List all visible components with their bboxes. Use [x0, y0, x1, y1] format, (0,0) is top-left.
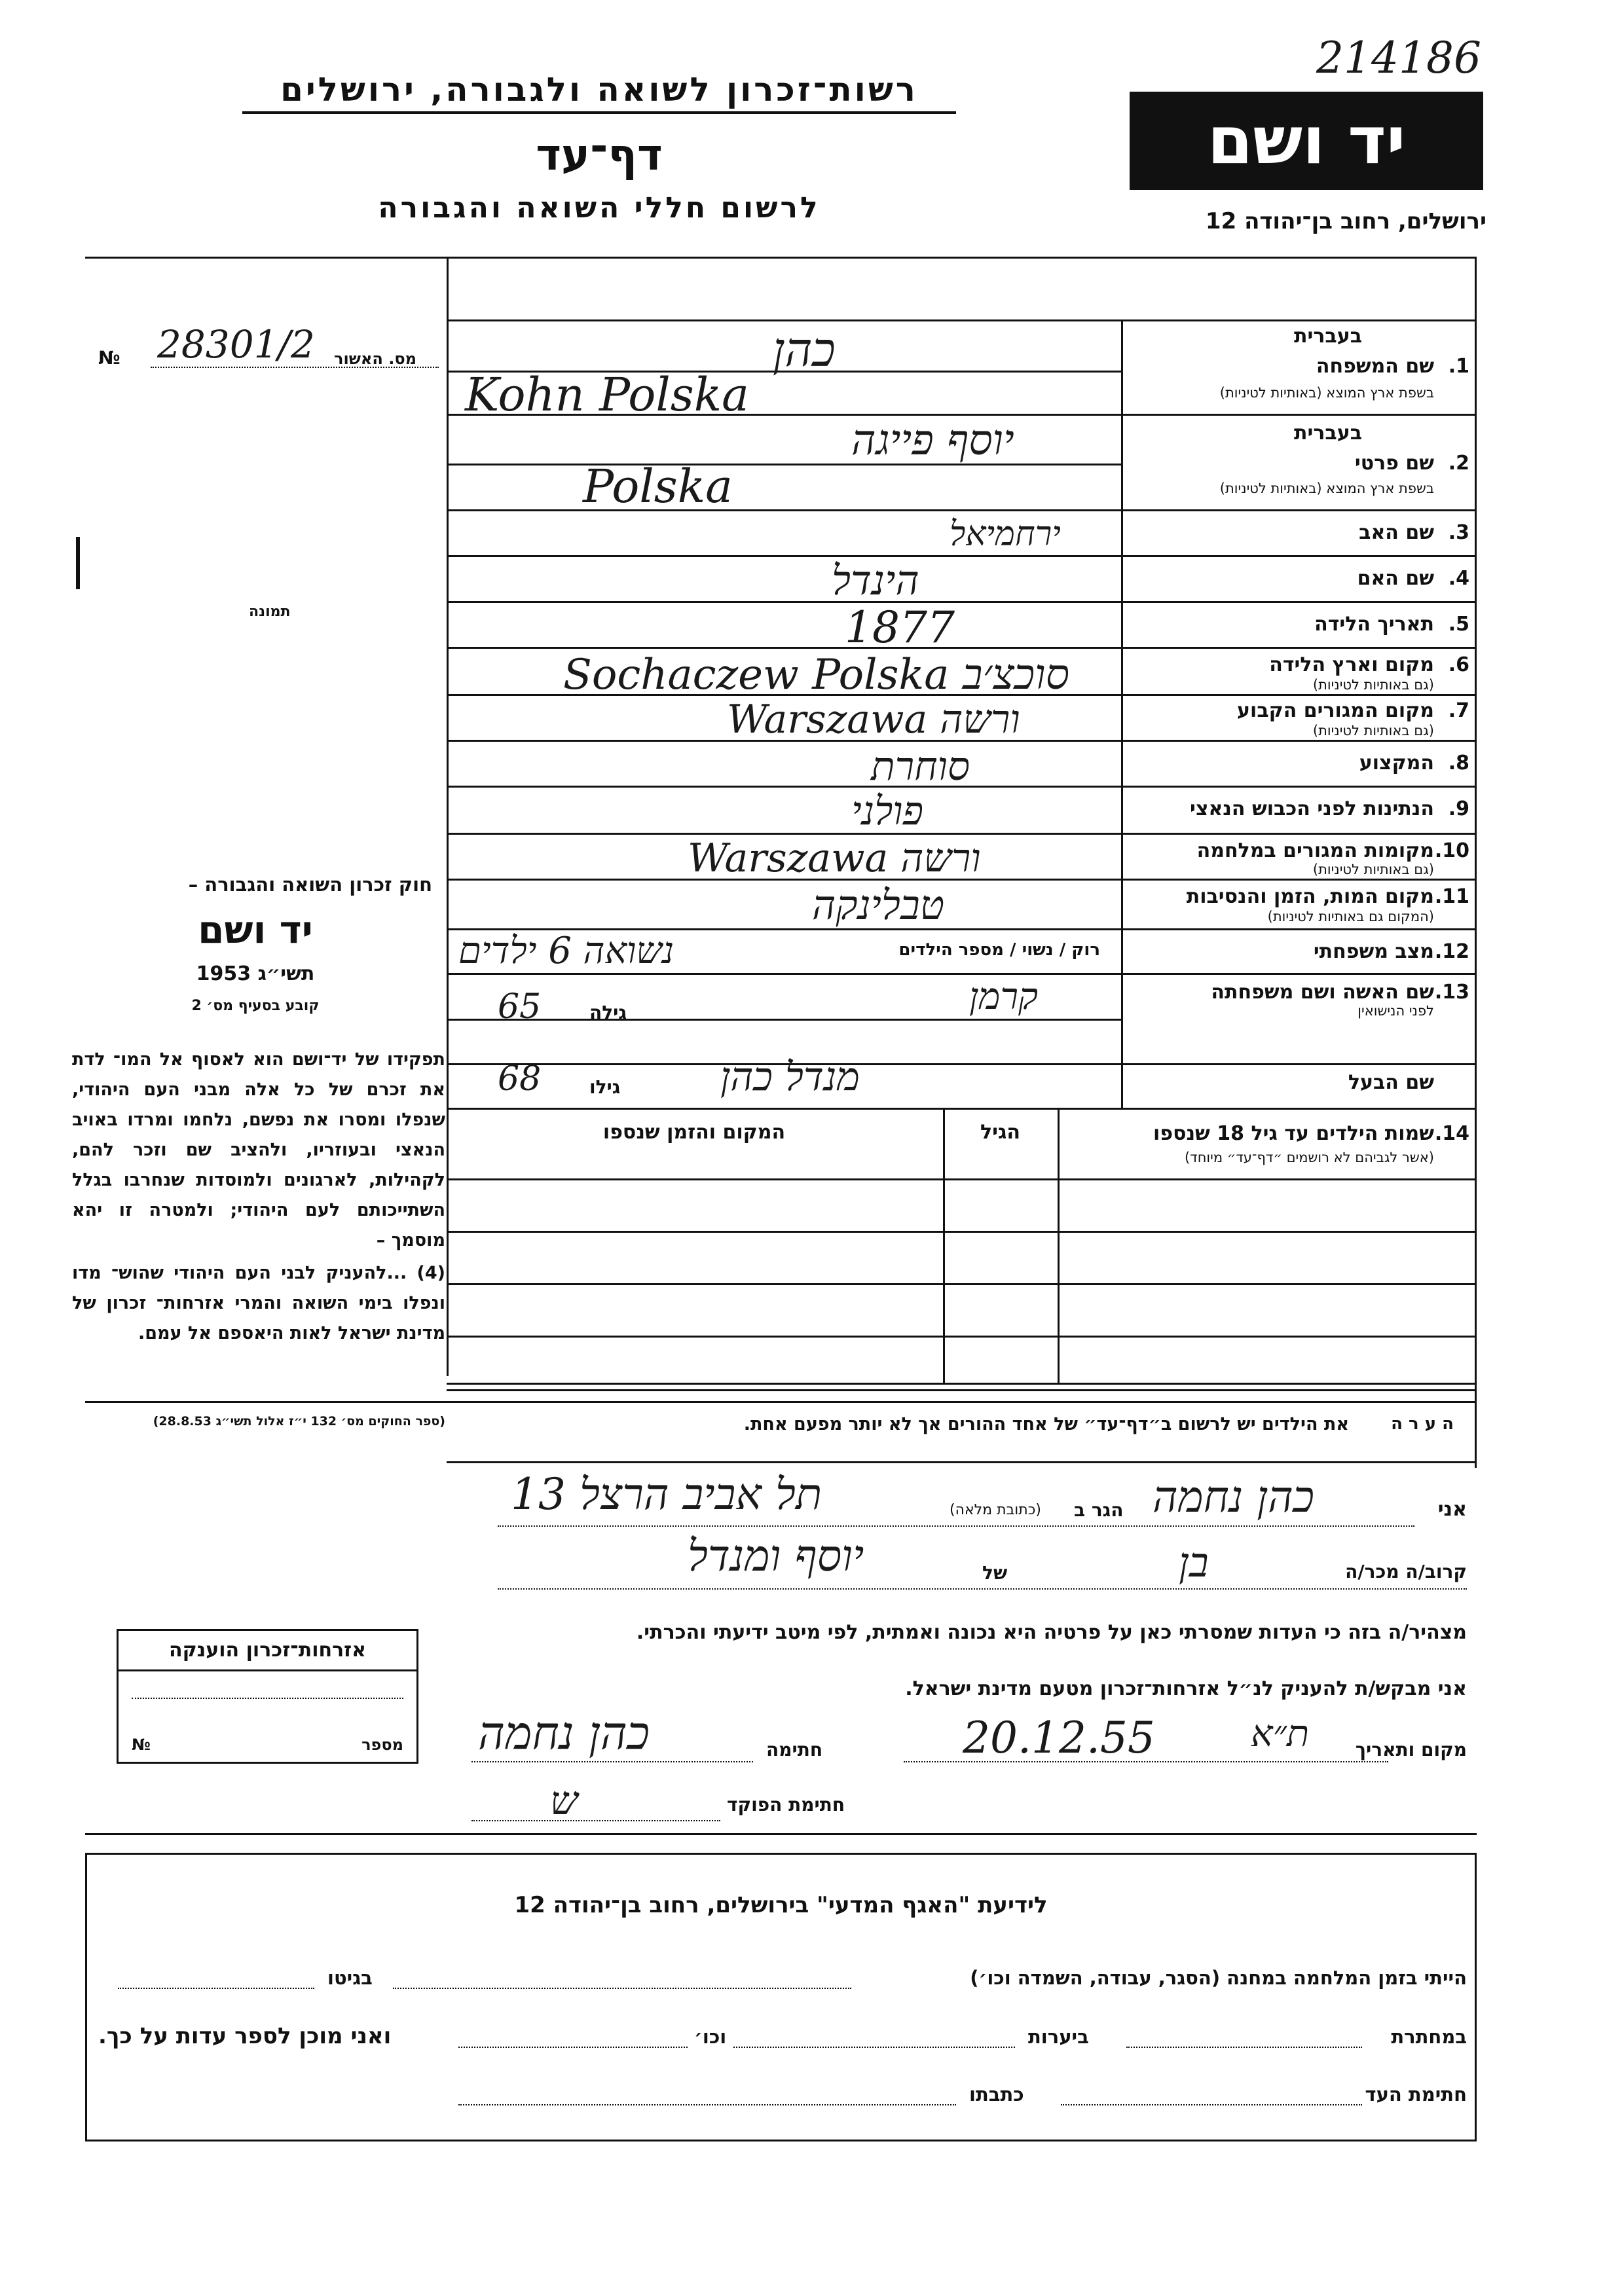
approval-no-mark: № — [98, 347, 120, 369]
field-1-label: שם המשפחה — [1316, 355, 1434, 378]
answer-surname-latin: Kohn Polska — [465, 368, 749, 422]
field-9-label: הנתינות לפני הכבוש הנאצי — [1190, 797, 1434, 820]
of-label: של — [982, 1562, 1008, 1584]
answer-maiden-name: קרמן — [969, 975, 1038, 1018]
officer-initials-mark: ש — [550, 1778, 578, 1824]
field-13-number: 13. — [1434, 981, 1469, 1004]
declaration-statement-1: מצהיר/ה בזה כי העדות שמסרתי כאן על פרטיה היא נכונה ואמתית, לפי מיטב ידיעתי והכרתי. — [636, 1621, 1467, 1644]
field-10-number: 10. — [1434, 839, 1469, 862]
field-13-sub: לפני הנישואין — [1357, 1003, 1434, 1019]
field-11-number: 11. — [1434, 885, 1469, 908]
place-value: ת״א — [1251, 1713, 1310, 1755]
relative-value: בן — [1179, 1539, 1209, 1586]
field-7-number: 7. — [1448, 699, 1469, 722]
note-label: ה ע ר ה — [1391, 1414, 1454, 1434]
law-clause: קובע בסעיף מס׳ 2 — [191, 998, 320, 1014]
answer-residence: Warszawa ורשה — [727, 697, 1020, 742]
answer-nationality: פולני — [851, 788, 924, 834]
law-source: (ספר החוקים מס׳ 132 י״ז אלול תשי״ג 28.8.53) — [153, 1414, 445, 1429]
field-6-label: מקום וארץ הלידה — [1269, 653, 1434, 676]
declarant-address: תל אביב הרצל 13 — [511, 1469, 822, 1520]
memorial-citizenship-box — [117, 1629, 418, 1764]
relative-label: קרוב/ה מכר/ה — [1345, 1561, 1467, 1582]
footer-line-2-forests: ביערות — [1028, 2026, 1089, 2048]
field-9-number: 9. — [1448, 797, 1469, 820]
field-12-label: מצב משפחתי — [1313, 940, 1434, 963]
address-hint: (כתובת מלאה) — [950, 1502, 1041, 1518]
footer-line-2-testify: ואני מוכן לספר עדות על כך. — [98, 2023, 392, 2049]
field-1-hebrew-tag: בעברית — [1294, 325, 1362, 348]
answer-father-name: ירחמיאל — [950, 515, 1061, 554]
footer-line-1-ghetto: בגיטו — [327, 1967, 373, 1989]
wife-age-label: גילה — [589, 1002, 627, 1023]
field-14-sub: (אשר לגביהם לא רושמים ״דף־עד״ מיוחד) — [1185, 1150, 1434, 1165]
field-1-number: 1. — [1448, 355, 1469, 378]
field-8-number: 8. — [1448, 752, 1469, 774]
field-7-label: מקום המגורים הקבוע — [1237, 699, 1434, 722]
wife-age-value: 65 — [498, 987, 542, 1027]
law-title: חוק זכרון השואה והגבורה – — [188, 873, 432, 896]
field-13-label: שם האשה ושם משפחתה — [1211, 981, 1434, 1004]
signature-label: חתימה — [766, 1739, 823, 1760]
field-4-label: שם האם — [1357, 567, 1434, 590]
field-11-label: מקום המות, הזמן והנסיבות — [1186, 885, 1434, 908]
declaration-statement-2: אני מבקש/ת להעניק לנ״ל אזרחות־זכרון מטעם מדינת ישראל. — [905, 1677, 1467, 1700]
children-age-header: הגיל — [980, 1121, 1020, 1144]
law-text-1: תפקידו של יד־ושם הוא לאסוף אל המו־ לדת את זכרם של כל אלה מבני העם היהודי, שנפלו ומסרו את נפשם, נלחמו ומרדו באויב הנאצי ובעוזריו, ולהציב שם וזכר להם, לקהילות, לארגונים ולמוסדות שנחרבו בגלל השתייכותם לעם היהודי; ולמטרה זו יהא מוסמך – — [72, 1049, 445, 1250]
place-date-label: מקום ותאריך — [1355, 1739, 1467, 1760]
handwritten-archive-number: 214186 — [1316, 33, 1481, 83]
answer-firstname-hebrew: יוסף פייגה — [851, 416, 1014, 465]
answer-mother-name: הינדל — [832, 556, 919, 604]
footer-line-3-address: כתבתו — [969, 2083, 1024, 2105]
field-3-label: שם האב — [1359, 521, 1434, 544]
form-subtitle: לרשום חללי השואה והגבורה — [378, 191, 821, 225]
field-2-label: שם פרטי — [1354, 452, 1434, 475]
husband-name-label: שם הבעל — [1348, 1071, 1434, 1094]
form-title: דף־עד — [536, 130, 663, 180]
field-14-number: 14. — [1434, 1122, 1469, 1145]
answer-birth-date: 1877 — [845, 602, 955, 653]
photo-placeholder-label: תמונה — [249, 604, 291, 620]
field-6-sub: (גם באותיות לטיניות) — [1312, 677, 1434, 693]
declarant-name: כהן נחמה — [1153, 1472, 1315, 1522]
husband-age-label: גילו — [589, 1076, 621, 1098]
field-5-number: 5. — [1448, 613, 1469, 636]
header-address: ירושלים, רחוב בן־יהודה 12 — [1205, 208, 1486, 234]
answer-death-place: טבלינקה — [812, 881, 945, 929]
field-4-number: 4. — [1448, 567, 1469, 590]
children-place-header: המקום והזמן שנספו — [602, 1121, 786, 1144]
date-value: 20.12.55 — [963, 1713, 1155, 1763]
law-year: תשי״ג 1953 — [196, 962, 315, 985]
signature-value: כהן נחמה — [478, 1706, 650, 1760]
of-value: יוסף ומנדל — [688, 1531, 864, 1581]
answer-marital-status: נשואה 6 ילדים — [458, 930, 674, 972]
approval-label: מס. האשור — [334, 350, 416, 368]
citizenship-title: אזרחות־זכרון הוענקה — [119, 1631, 416, 1671]
field-2-number: 2. — [1448, 452, 1469, 475]
answer-birthplace: Sochaczew Polska סוכצ׳ב — [563, 651, 1069, 699]
field-7-sub: (גם באותיות לטיניות) — [1312, 723, 1434, 738]
field-10-sub: (גם באותיות לטיניות) — [1312, 862, 1434, 877]
footer-title: לידיעת "האגף המדעי" בירושלים, רחוב בן־יהודה 12 — [514, 1892, 1048, 1918]
field-12-number: 12. — [1434, 940, 1469, 963]
field-1-sub: בשפת ארץ המוצא (באותיות לטיניות) — [1219, 385, 1434, 401]
citizenship-no-mark: № — [132, 1736, 151, 1754]
footer-line-2-underground: במחתרת — [1391, 2026, 1467, 2048]
officer-signature-label: חתימת הפוקד — [727, 1794, 845, 1815]
field-2-hebrew-tag: בעברית — [1294, 422, 1362, 445]
husband-name-value: מנדל כהן — [720, 1054, 860, 1100]
resides-label: הגר ב — [1074, 1499, 1124, 1521]
footer-line-2-etc: וכו׳ — [694, 2026, 727, 2048]
authority-name: רשות־זכרון לשואה ולגבורה, ירושלים — [242, 71, 956, 114]
citizenship-number-label: מספר — [361, 1736, 403, 1754]
footer-line-3-witness-signature: חתימת העד — [1365, 2083, 1467, 2105]
law-name: יד ושם — [198, 907, 313, 952]
footer-line-1-camp: הייתי בזמן המלחמה במחנה (הסגר, עבודה, השמדה וכו׳) — [970, 1967, 1467, 1989]
approval-number-value: 28301/2 — [157, 322, 315, 367]
answer-firstname-latin: Polska — [583, 460, 733, 513]
field-5-label: תאריך הלידה — [1314, 613, 1434, 636]
marital-status-inline-label: רוק / נשוי / מספר הילדים — [898, 940, 1100, 960]
field-2-sub: בשפת ארץ המוצא (באותיות לטיניות) — [1219, 481, 1434, 496]
answer-surname-hebrew: כהן — [773, 322, 836, 377]
yad-vashem-logo: יד ושם — [1130, 92, 1483, 190]
husband-age-value: 68 — [498, 1059, 542, 1099]
margin-mark — [76, 537, 80, 589]
field-6-number: 6. — [1448, 653, 1469, 676]
law-text-2: (4) ...להעניק לבני העם היהודי שהוש־ מדו ונפלו בימי השואה והמרי אזרחות־ זכרון של מדינת ישראל לאות היאספם אל עמם. — [72, 1263, 445, 1343]
field-11-sub: (המקום גם באותיות לטיניות) — [1267, 909, 1434, 924]
field-8-label: המקצוע — [1359, 752, 1434, 774]
field-10-label: מקומות המגורים במלחמה — [1196, 839, 1434, 862]
declarant-label: אני — [1437, 1498, 1467, 1521]
note-text: את הילדים יש לרשום ב״דף־עד״ של אחד ההורים אך לא יותר מפעם אחת. — [743, 1414, 1349, 1434]
answer-occupation: סוחרת — [871, 744, 970, 790]
field-3-number: 3. — [1448, 521, 1469, 544]
field-14-label: שמות הילדים עד גיל 18 שנספו — [1153, 1122, 1434, 1145]
answer-wartime-residence: Warszawa ורשה — [688, 835, 981, 881]
